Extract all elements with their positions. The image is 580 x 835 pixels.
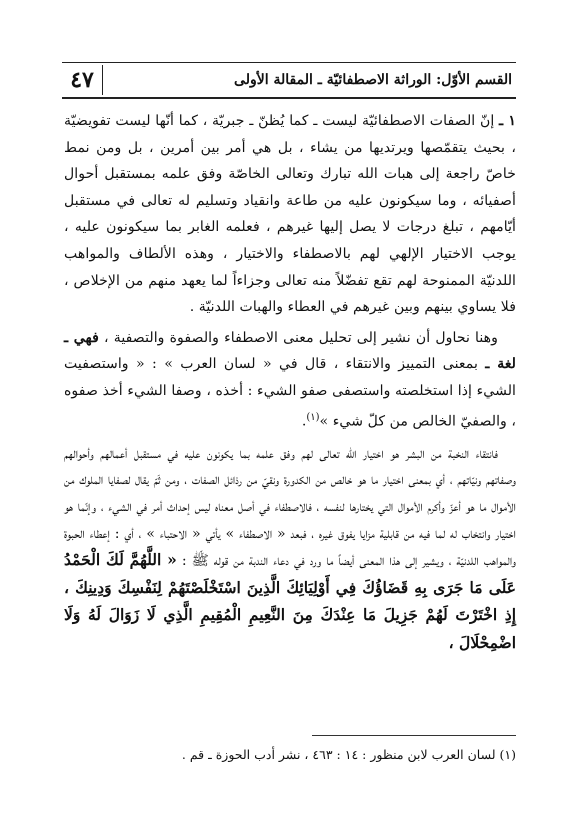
footnote: (١) لسان العرب لابن منظور : ١٤ : ٤٦٣ ، نشر أدب الحوزة ـ قم .: [181, 747, 516, 762]
header-title: القسم الأوّل: الوراثة الاصطفائيّة ـ المقالة الأولى: [234, 72, 512, 88]
supplication-quote: « اللَّهُمَّ لَكَ الْحَمْدُ عَلَى مَا جَرَى بِهِ قَضَاؤُكَ فِي أَوْلِيَائِكَ الَّذِينَ اسْتَخْلَصْتَهُمْ لِنَفْسِكَ وَدِينِكَ ، إِذِ اخْتَرْتَ لَهُمْ جَزِيلَ مَا عِنْدَكَ مِنَ النَّعِيمِ الْمُقِيمِ الَّذِي لَا زَوَالَ لَهُ وَلَا اضْمِحْلَالَ ،: [64, 550, 516, 653]
paragraph-1-text: إنّ الصفات الاصطفائيّة ليست ـ كما يُظنّ ـ جبريّة ، كما أنّها ليست تفويضيّة ، بحيث يتقمّصها ويرتديها من يشاء ، بل هي أمر بين أمرين ، بل ومن نمط خاصّ راجعة إلى هبات الله تبارك وتعالى الخاصّة وفق علمه بمستقبل أحوال أصفيائه ، وما سيكونون عليه من طاعة وانقياد وتسليم له تعالى في مستقبل أيّامهم ، تبلغ درجات لا يصل إليها غيرهم ، فعلمه الغابر بما سيكونون عليه ، يوجب الاختيار الإلهي لهم بالاصطفاء والاختيار ، وهذه الألطاف والمواهب اللدنيّة الممنوحة لهم تقع تفضّلاً منه تعالى وجزاءاً لما يعهد منهم من الإخلاص ، فلا يساوي بينهم وبين غيرهم في العطاء والهبات اللدنيّة .: [64, 113, 516, 316]
running-header: [62, 62, 516, 99]
paragraph-2-text-c: بمعنى التمييز والانتقاء ، قال في « لسان العرب » : « واستصفيت الشيء إذا استخلصته واستصفى صفو الشيء : أخذه ، وصفا الشيء أخذ صفوه ، والصفيّ الخالص من كلّ شيء »: [64, 356, 516, 430]
paragraph-2-end: .: [301, 413, 307, 430]
footnote-ref: (١): [306, 411, 320, 423]
body-text: [64, 108, 516, 658]
paragraph-2: [64, 325, 516, 435]
paragraph-3: [64, 441, 516, 658]
paragraph-2-text-a: وهنا نحاول أن نشير إلى تحليل معنى الاصطفاء والصفوة والتصفية ،: [98, 329, 498, 346]
paragraph-number: ١ ـ: [499, 113, 516, 129]
page-number: ٤٧: [62, 65, 103, 95]
paragraph-2-emphasis: فهي ـ لغة ـ: [64, 329, 516, 373]
paragraph-1: [64, 108, 516, 321]
footnote-divider: [312, 735, 516, 736]
paragraph-3-text: فانتقاء النخبة من البشر هو اختيار الله تعالى لهم وفق علمه بما يكونون عليه في مستقبل أعمالهم وأحوالهم وصفاتهم ونيّاتهم ، أي بمعنى اختيار ما هو خالص من الكدورة ونقيّ من رذائل الصفات ، ومن ثَمّ يقال لصفايا الملوك من الأموال ما هو أعزّ وأكرم الأموال التي يختارها لنفسه ، فالاصطفاء في أصل معناه ليس إحداث أمر في الشيء ، وإنّما هو اختيار وانتخاب له لما فيه من قابلية مزايا يفوق غيره ، فبعد « الاصطفاء » يأتي « الاحتباء » ، أي : إعطاء الحبوة والمواهب اللدنيّة ، ويشير إلى هذا المعنى أيضاً ما ورد في دعاء الندبة من قوله ﷺ :: [64, 445, 516, 570]
